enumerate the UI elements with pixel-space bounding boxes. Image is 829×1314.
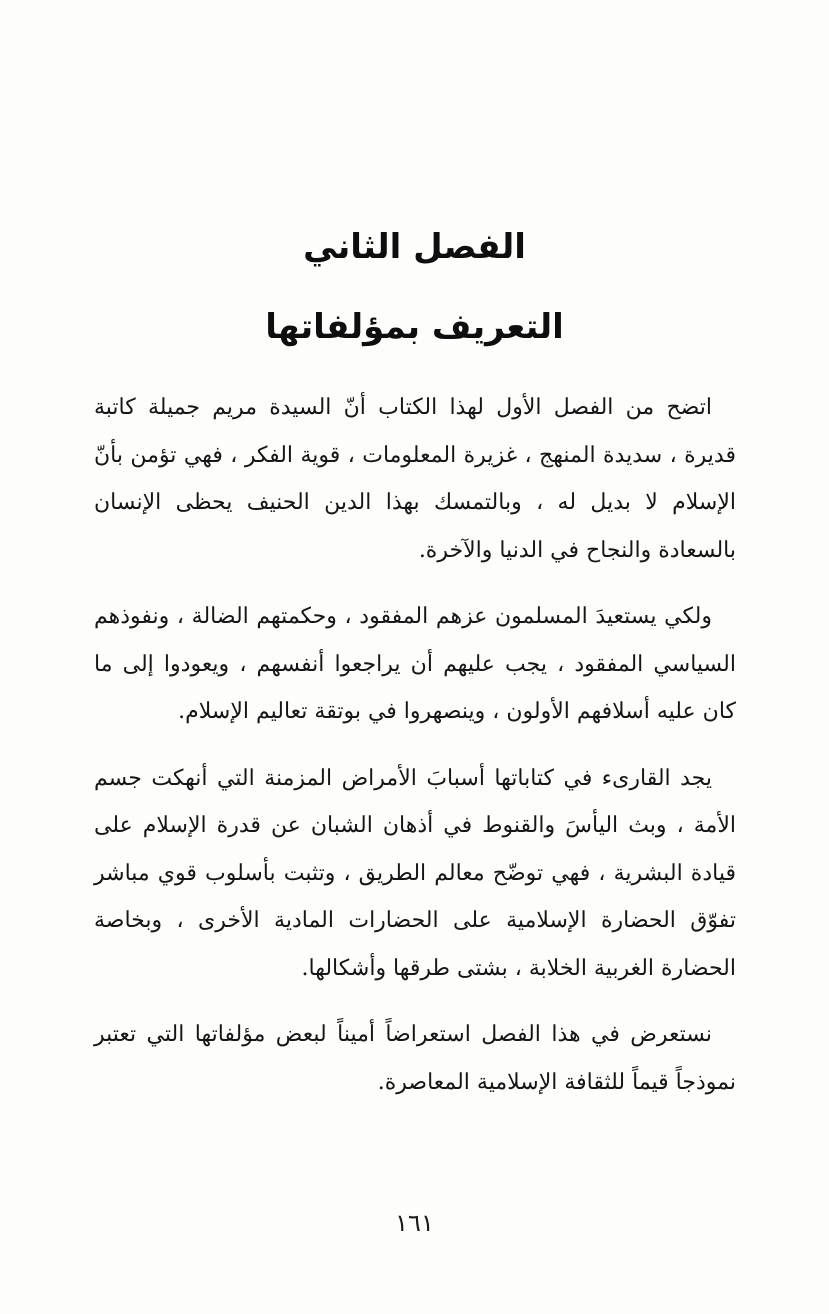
chapter-title: الفصل الثاني: [303, 227, 526, 267]
body-text: [94, 384, 736, 1125]
paragraph: اتضح من الفصل الأول لهذا الكتاب أنّ السيدة مريم جميلة كاتبة قديرة ، سديدة المنهج ، غزيرة المعلومات ، قوية الفكر ، فهي تؤمن بأنّ الإسلام لا بديل له ، وبالتمسك بهذا الدين الحنيف يحظى الإنسان بالسعادة والنجاح في الدنيا والآخرة.: [94, 395, 736, 563]
page-number: ١٦١: [395, 1209, 434, 1237]
paragraph: نستعرض في هذا الفصل استعراضاً أميناً لبعض مؤلفاتها التي تعتبر نموذجاً قيماً للثقافة الإسلامية المعاصرة.: [94, 1022, 736, 1095]
paragraph: ولكي يستعيدَ المسلمون عزهم المفقود ، وحكمتهم الضالة ، ونفوذهم السياسي المفقود ، يجب عليهم أن يراجعوا أنفسهم ، ويعودوا إلى ما كان عليه أسلافهم الأولون ، وينصهروا في بوتقة تعاليم الإسلام.: [94, 604, 736, 724]
chapter-subtitle: التعريف بمؤلفاتها: [265, 307, 564, 347]
paragraph: يجد القارىء في كتاباتها أسبابَ الأمراض المزمنة التي أنهكت جسم الأمة ، وبث اليأسَ والقنوط في أذهان الشبان عن قدرة الإسلام على قيادة البشرية ، فهي توضّح معالم الطريق ، وتثبت بأسلوب قوي مباشر تفوّق الحضارة الإسلامية على الحضارات المادية الأخرى ، وبخاصة الحضارة الغربية الخلابة ، بشتى طرقها وأشكالها.: [94, 765, 736, 981]
